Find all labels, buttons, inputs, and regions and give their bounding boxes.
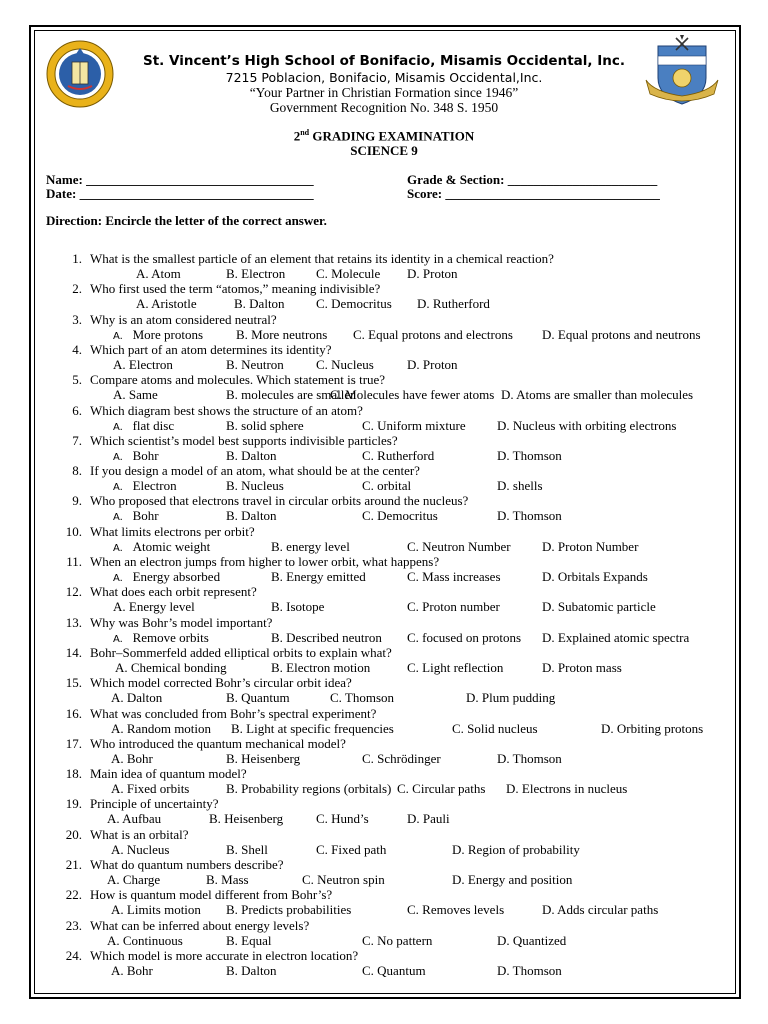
answer-option[interactable]: [113, 478, 177, 494]
answer-option[interactable]: B. Light at specific frequencies: [231, 720, 394, 736]
answer-option[interactable]: C. Democritus: [362, 508, 438, 524]
answer-option[interactable]: D. Thomson: [497, 447, 562, 463]
option-text: Bohr: [132, 447, 159, 463]
question-number: 20.: [65, 826, 82, 842]
answer-option[interactable]: B. Electron motion: [271, 659, 371, 675]
option-letter: A.: [113, 633, 123, 645]
answer-option[interactable]: C. Nucleus: [316, 356, 374, 372]
answer-option[interactable]: A. Atom: [136, 266, 181, 281]
question-text: Why was Bohr’s model important?: [90, 614, 273, 630]
question-number: 4.: [72, 341, 82, 357]
answer-option[interactable]: [113, 448, 159, 464]
question-number: 16.: [65, 705, 82, 721]
answer-option[interactable]: D. Proton Number: [542, 538, 639, 554]
question-number: 8.: [72, 463, 82, 479]
option-text: Atomic weight: [132, 538, 211, 554]
answer-option[interactable]: B. solid sphere: [226, 417, 304, 433]
answer-option[interactable]: A. Aristotle: [136, 296, 197, 312]
option-text: Electron: [132, 478, 177, 494]
answer-option[interactable]: D. Region of probability: [452, 841, 580, 857]
question-text: Who first used the term “atomos,” meaning indivisible?: [90, 281, 381, 297]
question-number: 3.: [72, 311, 82, 327]
question-text: What was concluded from Bohr’s spectral experiment?: [90, 705, 377, 721]
answer-option[interactable]: A. Nucleus: [111, 841, 170, 857]
answer-option[interactable]: A. Charge: [107, 872, 161, 887]
question-text: If you design a model of an atom, what should be at the center?: [90, 463, 420, 479]
question-text: Main idea of quantum model?: [90, 766, 247, 782]
answer-option[interactable]: [113, 569, 220, 585]
answer-option[interactable]: B. Predicts probabilities: [226, 902, 352, 918]
question-number: 2.: [72, 281, 82, 297]
answer-option[interactable]: B. Isotope: [271, 599, 325, 615]
answer-option[interactable]: B. Energy emitted: [271, 569, 366, 584]
answer-option[interactable]: D. Thomson: [497, 750, 562, 766]
question-number: 15.: [65, 675, 82, 691]
answer-option[interactable]: D. Nucleus with orbiting electrons: [497, 417, 677, 433]
question-number: 6.: [72, 402, 82, 418]
answer-option[interactable]: D. Subatomic particle: [542, 599, 656, 615]
question-text: What limits electrons per orbit?: [90, 523, 255, 539]
answer-option[interactable]: D. Atoms are smaller than molecules: [501, 387, 694, 403]
answer-option[interactable]: D. Proton mass: [542, 659, 622, 675]
answer-option[interactable]: C. focused on protons: [407, 629, 522, 645]
exam-title: [0, 128, 768, 144]
answer-option[interactable]: A. Aufbau: [107, 811, 162, 827]
option-text: More protons: [132, 326, 204, 342]
question-number: 23.: [65, 917, 82, 933]
answer-option[interactable]: A. Limits motion: [111, 902, 201, 918]
answer-option[interactable]: C. Molecules have fewer atoms: [330, 387, 495, 403]
date-field[interactable]: Date: ____________________________________: [46, 186, 314, 201]
option-text: Bohr: [132, 508, 159, 524]
answer-option[interactable]: C. Thomson: [330, 690, 395, 706]
answer-option[interactable]: [113, 327, 203, 343]
answer-option[interactable]: C. Solid nucleus: [452, 720, 538, 736]
question-text: Which diagram best shows the structure of an atom?: [90, 402, 363, 418]
answer-option[interactable]: B. Probability regions (orbitals): [226, 781, 392, 797]
question-number: 9.: [72, 493, 82, 509]
answer-option[interactable]: A. Bohr: [111, 962, 153, 978]
answer-option[interactable]: A. Bohr: [111, 750, 153, 766]
answer-option[interactable]: D. Orbiting protons: [601, 720, 704, 736]
answer-option[interactable]: D. Thomson: [497, 962, 562, 978]
answer-option[interactable]: D. Rutherford: [417, 296, 490, 312]
answer-option[interactable]: B. Electron: [226, 266, 286, 281]
answer-option[interactable]: [113, 418, 174, 434]
score-field[interactable]: Score: _________________________________: [407, 186, 660, 201]
answer-option[interactable]: C. Removes levels: [407, 902, 505, 918]
question-number: 13.: [65, 614, 82, 630]
answer-option[interactable]: D. Thomson: [497, 508, 562, 524]
answer-option[interactable]: A. Continuous: [107, 932, 183, 948]
question-text: What do quantum numbers describe?: [90, 857, 284, 872]
question-number: 12.: [65, 584, 82, 600]
answer-option[interactable]: A. Electron: [113, 356, 173, 372]
answer-option[interactable]: D. Equal protons and neutrons: [542, 326, 701, 342]
answer-option[interactable]: D. Adds circular paths: [542, 902, 659, 918]
answer-option[interactable]: [113, 539, 210, 555]
answer-option[interactable]: D. Pauli: [407, 811, 450, 827]
answer-option[interactable]: B. Dalton: [226, 508, 277, 524]
question-text: Principle of uncertainty?: [90, 796, 219, 812]
answer-option[interactable]: D. Plum pudding: [466, 690, 556, 706]
answer-option[interactable]: B. molecules are smaller: [226, 387, 355, 403]
question-text: Bohr–Sommerfeld added elliptical orbits to explain what?: [90, 644, 392, 660]
answer-option[interactable]: B. Quantum: [226, 690, 290, 706]
answer-option[interactable]: B. Shell: [226, 841, 268, 857]
answer-option[interactable]: C. Circular paths: [397, 781, 486, 797]
question-text: What is the smallest particle of an element that retains its identity in a chemical reaction?: [90, 251, 554, 266]
answer-option[interactable]: C. Neutron Number: [407, 538, 511, 554]
question-number: 7.: [72, 432, 82, 448]
answer-option[interactable]: B. Heisenberg: [209, 811, 284, 827]
question-number: 1.: [72, 251, 82, 266]
exam-grading-sup: nd: [300, 128, 310, 137]
question-text: Who introduced the quantum mechanical model?: [90, 735, 346, 751]
answer-option[interactable]: C. Quantum: [362, 962, 426, 978]
government-recognition: Government Recognition No. 348 S. 1950: [269, 100, 499, 115]
answer-option[interactable]: D. Energy and position: [452, 872, 573, 887]
answer-option[interactable]: [113, 508, 159, 524]
answer-option[interactable]: B. Dalton: [234, 296, 285, 312]
question-number: 22.: [65, 887, 82, 903]
option-text: Energy absorbed: [132, 569, 221, 584]
answer-option[interactable]: B. Mass: [206, 872, 249, 887]
school-name: St. Vincent’s High School of Bonifacio, Misamis Occidental, Inc.: [143, 53, 625, 69]
answer-option[interactable]: D. Quantized: [497, 932, 567, 948]
answer-option[interactable]: A. Chemical bonding: [115, 659, 227, 675]
question-text: Which scientist’s model best supports indivisible particles?: [90, 432, 398, 448]
answer-option[interactable]: C. Fixed path: [316, 841, 387, 857]
question-number: 11.: [66, 554, 82, 569]
answer-option[interactable]: B. energy level: [271, 538, 350, 554]
answer-option[interactable]: C. orbital: [362, 478, 412, 494]
answer-option[interactable]: C. Rutherford: [362, 447, 435, 463]
answer-option[interactable]: A. Same: [113, 387, 158, 403]
question-number: 17.: [65, 735, 82, 751]
answer-option[interactable]: D. shells: [497, 478, 543, 494]
question-number: 24.: [65, 947, 82, 963]
option-letter: A.: [113, 482, 123, 494]
answer-option[interactable]: C. Mass increases: [407, 569, 501, 584]
answer-option[interactable]: C. Equal protons and electrons: [353, 326, 513, 342]
answer-option[interactable]: C. Schrödinger: [362, 750, 441, 766]
answer-option[interactable]: A. Fixed orbits: [111, 781, 190, 797]
name-field[interactable]: Name: ___________________________________: [46, 172, 314, 187]
answer-option[interactable]: B. Dalton: [226, 962, 277, 978]
answer-option[interactable]: B. Heisenberg: [226, 750, 301, 766]
answer-option[interactable]: B. Dalton: [226, 447, 277, 463]
answer-option[interactable]: A. Energy level: [113, 599, 195, 615]
answer-option[interactable]: B. Equal: [226, 932, 272, 948]
option-letter: A.: [113, 512, 123, 524]
question-text: What does each orbit represent?: [90, 584, 257, 600]
answer-option[interactable]: D. Orbitals Expands: [542, 569, 648, 584]
question-text: Why is an atom considered neutral?: [90, 311, 277, 327]
answer-option[interactable]: C. Uniform mixture: [362, 417, 466, 433]
answer-option[interactable]: B. Nucleus: [226, 478, 284, 494]
question-text: What can be inferred about energy levels?: [90, 917, 310, 933]
answer-option[interactable]: D. Proton: [407, 266, 458, 281]
answer-option[interactable]: C. Proton number: [407, 599, 500, 615]
school-address: 7215 Poblacion, Bonifacio, Misamis Occidental,Inc.: [225, 70, 543, 85]
answer-option[interactable]: [113, 630, 209, 646]
question-number: 21.: [65, 857, 82, 872]
direction-text: Direction: Encircle the letter of the correct answer.: [46, 213, 327, 228]
answer-option[interactable]: D. Electrons in nucleus: [506, 781, 628, 797]
question-number: 5.: [72, 372, 82, 388]
option-letter: A.: [113, 330, 123, 342]
option-letter: A.: [113, 421, 123, 433]
question-text: When an electron jumps from higher to lower orbit, what happens?: [90, 554, 440, 569]
question-text: Which part of an atom determines its identity?: [90, 341, 332, 357]
question-text: How is quantum model different from Bohr’s?: [90, 887, 333, 903]
question-number: 10.: [65, 523, 82, 539]
question-text: What is an orbital?: [90, 826, 189, 842]
answer-option[interactable]: C. Neutron spin: [302, 872, 385, 887]
answer-option[interactable]: A. Random motion: [111, 720, 212, 736]
option-letter: A.: [113, 542, 123, 554]
option-letter: A.: [113, 451, 123, 463]
question-number: 14.: [65, 644, 82, 660]
option-letter: A.: [113, 573, 123, 584]
answer-option[interactable]: C. Democritus: [316, 296, 392, 312]
answer-option[interactable]: B. Described neutron: [271, 629, 382, 645]
answer-option[interactable]: C. Hund’s: [316, 811, 369, 827]
grade-section-field[interactable]: Grade & Section: _______________________: [407, 172, 658, 187]
answer-option[interactable]: B. More neutrons: [236, 326, 328, 342]
question-text: Which model corrected Bohr’s circular orbit idea?: [90, 675, 352, 691]
answer-option[interactable]: A. Dalton: [111, 690, 163, 706]
question-number: 18.: [65, 766, 82, 782]
school-tagline: “Your Partner in Christian Formation since 1946”: [249, 85, 519, 100]
option-text: Remove orbits: [132, 629, 209, 645]
answer-option[interactable]: D. Proton: [407, 356, 458, 372]
question-text: Which model is more accurate in electron location?: [90, 947, 359, 963]
question-text: Compare atoms and molecules. Which statement is true?: [90, 372, 386, 388]
answer-option[interactable]: B. Neutron: [226, 356, 284, 372]
question-text: Who proposed that electrons travel in circular orbits around the nucleus?: [90, 493, 469, 509]
answer-option[interactable]: C. Molecule: [316, 266, 381, 281]
option-text: flat disc: [132, 417, 175, 433]
exam-grading-rest: GRADING EXAMINATION: [309, 128, 475, 144]
answer-option[interactable]: C. Light reflection: [407, 659, 504, 675]
answer-option[interactable]: D. Explained atomic spectra: [542, 629, 690, 645]
exam-grading-num: 2: [293, 128, 301, 144]
exam-subject: SCIENCE 9: [350, 143, 418, 158]
answer-option[interactable]: C. No pattern: [362, 932, 433, 948]
question-number: 19.: [65, 796, 82, 812]
